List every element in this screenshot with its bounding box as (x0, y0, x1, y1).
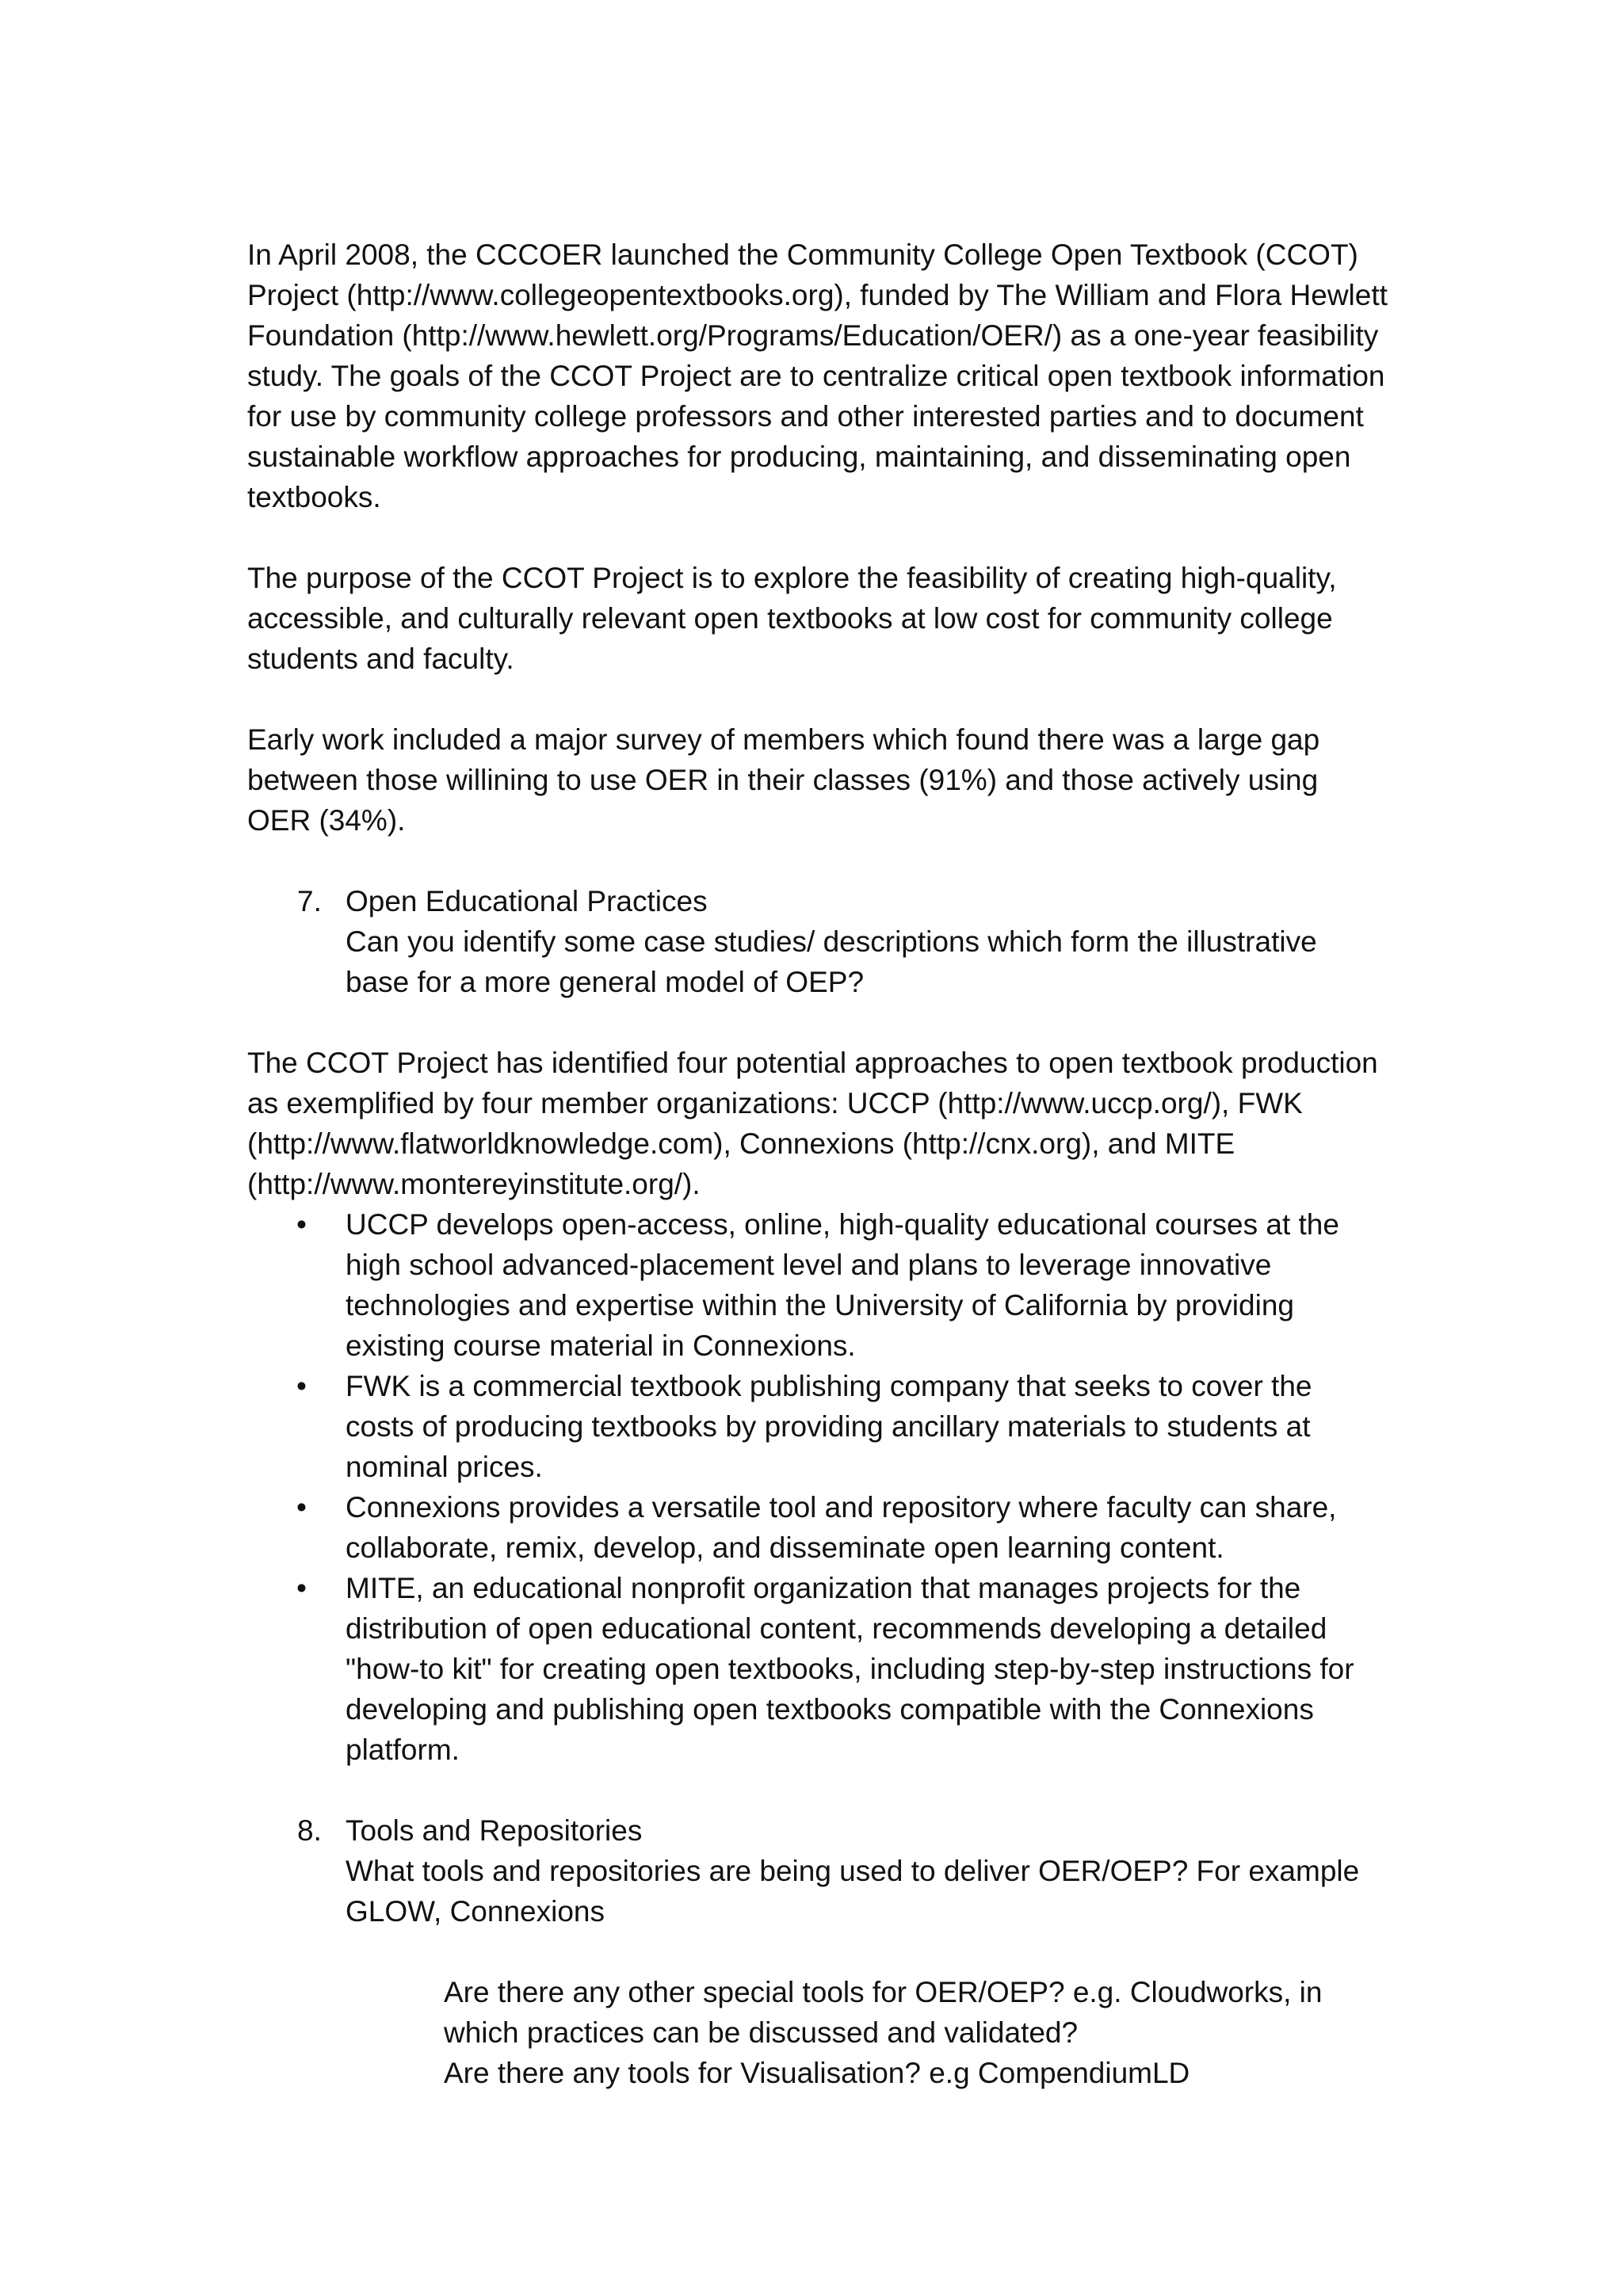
section-8-heading: Tools and Repositories (346, 1814, 643, 1847)
subquestion-special-tools: Are there any other special tools for OER/OEP? e.g. Cloudworks, in which practices can be discussed and validated? (444, 1976, 1323, 2049)
list-item (247, 1366, 1388, 1487)
list-item-text: MITE, an educational nonprofit organization that manages projects for the distribution of open educational content, recommends developing a detailed "how-to kit" for creating open textbooks, including step-by-step instructions for developing and publishing open textbooks compatible with the Connexions platform. (346, 1572, 1354, 1766)
list-item-text: FWK is a commercial textbook publishing company that seeks to cover the costs of producing textbooks by providing ancillary materials to students at nominal prices. (346, 1370, 1312, 1483)
paragraph-survey: Early work included a major survey of members which found there was a large gap between those willining to use OER in their classes (91%) and those actively using OER (34%). (247, 723, 1320, 837)
paragraph-four-approaches: The CCOT Project has identified four potential approaches to open textbook production as exemplified by four member organizations: UCCP (http://www.uccp.org/), FWK (http://www.flatworldknowledge.com), Connexions (http://cnx.org), and MITE (http://www.montereyinstitute.org/). (247, 1047, 1378, 1200)
paragraph-ccot-launch: In April 2008, the CCCOER launched the Community College Open Textbook (CCOT) Project (http://www.collegeopentextbooks.org), funded by The William and Flora Hewlett Foundation (http://www.hewlett.org/Programs/Education/OER/) as a one-year feasibility study. The goals of the CCOT Project are to centralize critical open textbook information for use by community college professors and other interested parties and to document sustainable workflow approaches for producing, maintaining, and disseminating open textbooks. (247, 238, 1388, 513)
section-8-question: What tools and repositories are being used to deliver OER/OEP? For example GLOW, Connexions (346, 1855, 1360, 1928)
approaches-list (247, 1204, 1388, 1770)
list-item-text: UCCP develops open-access, online, high-quality educational courses at the high school advanced-placement level and plans to leverage innovative technologies and expertise within the University of California by providing existing course material in Connexions. (346, 1208, 1339, 1362)
document-body (247, 235, 1388, 2093)
list-item (247, 1568, 1388, 1770)
list-item (247, 1487, 1388, 1568)
bullet-icon: • (296, 1572, 307, 1604)
section-8 (247, 1810, 1388, 1932)
bullet-icon: • (296, 1491, 307, 1524)
section-8-number: 8. (297, 1814, 322, 1847)
bullet-icon: • (296, 1370, 307, 1402)
section-7-heading: Open Educational Practices (346, 885, 708, 917)
subquestion-visualisation: Are there any tools for Visualisation? e.g CompendiumLD (444, 2057, 1190, 2089)
section-8-subquestions (247, 1972, 1388, 2093)
section-7-question: Can you identify some case studies/ descriptions which form the illustrative base for a more general model of OEP? (346, 925, 1317, 998)
bullet-icon: • (296, 1208, 307, 1241)
section-7-number: 7. (297, 885, 322, 917)
list-item (247, 1204, 1388, 1366)
paragraph-ccot-purpose: The purpose of the CCOT Project is to explore the feasibility of creating high-quality, accessible, and culturally relevant open textbooks at low cost for community college students and faculty. (247, 562, 1337, 675)
list-item-text: Connexions provides a versatile tool and repository where faculty can share, collaborate, remix, develop, and disseminate open learning content. (346, 1491, 1337, 1564)
section-7 (247, 881, 1388, 1002)
